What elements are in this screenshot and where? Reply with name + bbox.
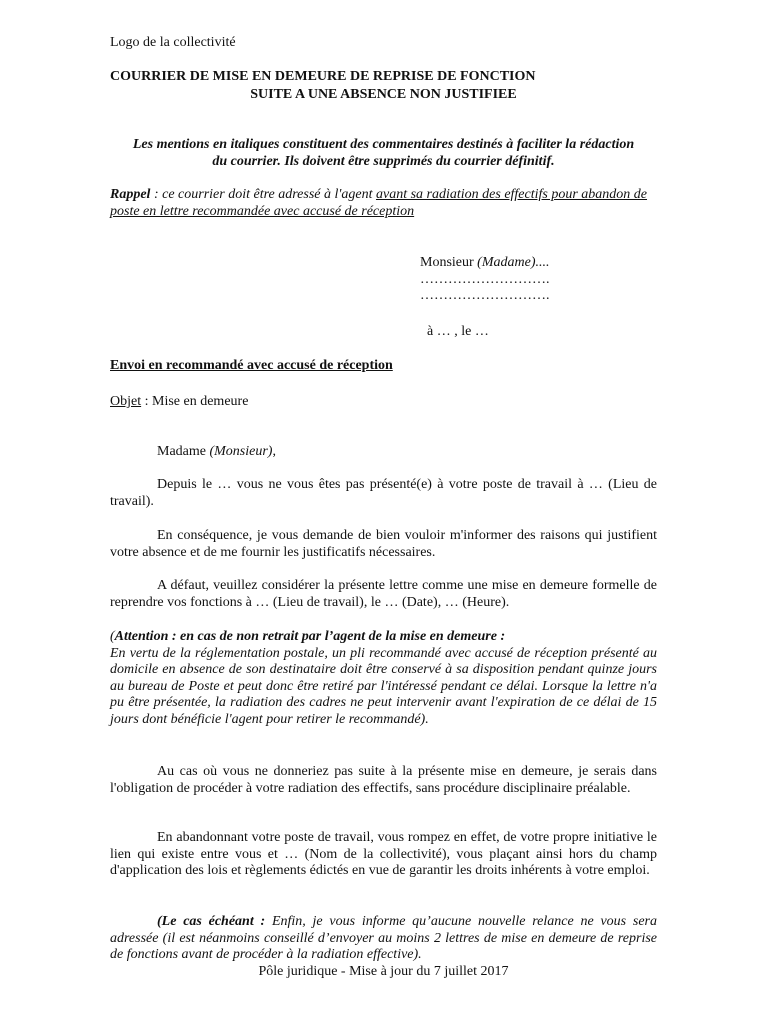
- paragraph-mise-en-demeure: A défaut, veuillez considérer la présente lettre comme une mise en demeure formelle de reprendre vos fonctions à … (Lieu de travail), le … (Date), … (Heure).: [110, 578, 657, 610]
- paragraph-abandon: En abandonnant votre poste de travail, vous rompez en effet, de votre propre initiative le lien qui existe entre vous et … (Nom de la collectivité), vous plaçant ainsi hors du champ d'application des lois et règlements édictés en vue de garantir les droits inhérents à votre emploi.: [110, 830, 657, 878]
- page-footer: Pôle juridique - Mise à jour du 7 juillet 2017: [258, 964, 509, 979]
- greeting: Madame (Monsieur),: [157, 444, 276, 459]
- instructions-note: Les mentions en italiques constituent des commentaires destinés à faciliter la rédaction du courrier. Ils doivent être supprimés du courrier définitif.: [132, 137, 635, 169]
- rappel-label: Rappel: [110, 187, 151, 202]
- rappel-paragraph: Rappel : ce courrier doit être adressé à l'agent avant sa radiation des effectifs pour abandon de poste en lettre recommandée avec accusé de réception: [110, 187, 648, 219]
- document-title-line1: COURRIER DE MISE EN DEMEURE DE REPRISE DE FONCTION: [110, 69, 536, 84]
- recipient-block: Monsieur (Madame).... ………………………. ……………………….: [420, 255, 550, 303]
- cas-echeant-paragraph: (Le cas échéant : Enfin, je vous informe qu’aucune nouvelle relance ne vous sera adressée (il est néanmoins conseillé d’envoyer au moins 2 lettres de mise en demeure de reprise de fonctions avant de procéder à la radiation effective).: [110, 914, 657, 962]
- rappel-underlined: avant sa radiation des effectifs pour abandon de poste en lettre recommandée avec accusé de réception: [110, 187, 648, 219]
- document-title-line2: SUITE A UNE ABSENCE NON JUSTIFIEE: [250, 87, 517, 102]
- envoi-recommande: Envoi en recommandé avec accusé de réception: [110, 358, 393, 373]
- attention-label: Attention : en cas de non retrait par l’agent de la mise en demeure :: [114, 629, 506, 644]
- place-date: à … , le …: [427, 324, 489, 339]
- paragraph-justificatifs: En conséquence, je vous demande de bien vouloir m'informer des raisons qui justifient votre absence et de me fournir les justificatifs nécessaires.: [110, 528, 657, 560]
- attention-paragraph: (Attention : en cas de non retrait par l’agent de la mise en demeure : En vertu de la réglementation postale, un pli recommandé avec accusé de réception présenté au domicile en absence de son destinataire doit être conservé à sa disposition pendant quinze jours au bureau de Poste et peut donc être retiré par l'intéressé pendant ce délai. Lorsque la lettre n'a pu être présentée, la radiation des cadres ne peut intervenir avant l'expiration de ce délai de 15 jours dont bénéficie l'agent pour retirer le recommandé).: [110, 629, 657, 727]
- paragraph-absence: Depuis le … vous ne vous êtes pas présenté(e) à votre poste de travail à … (Lieu de travail).: [110, 477, 657, 509]
- objet-line: Objet : Mise en demeure: [110, 394, 249, 409]
- logo-placeholder: Logo de la collectivité: [110, 35, 236, 50]
- paragraph-radiation: Au cas où vous ne donneriez pas suite à la présente mise en demeure, je serais dans l'obligation de procéder à votre radiation des effectifs, sans procédure disciplinaire préalable.: [110, 764, 657, 796]
